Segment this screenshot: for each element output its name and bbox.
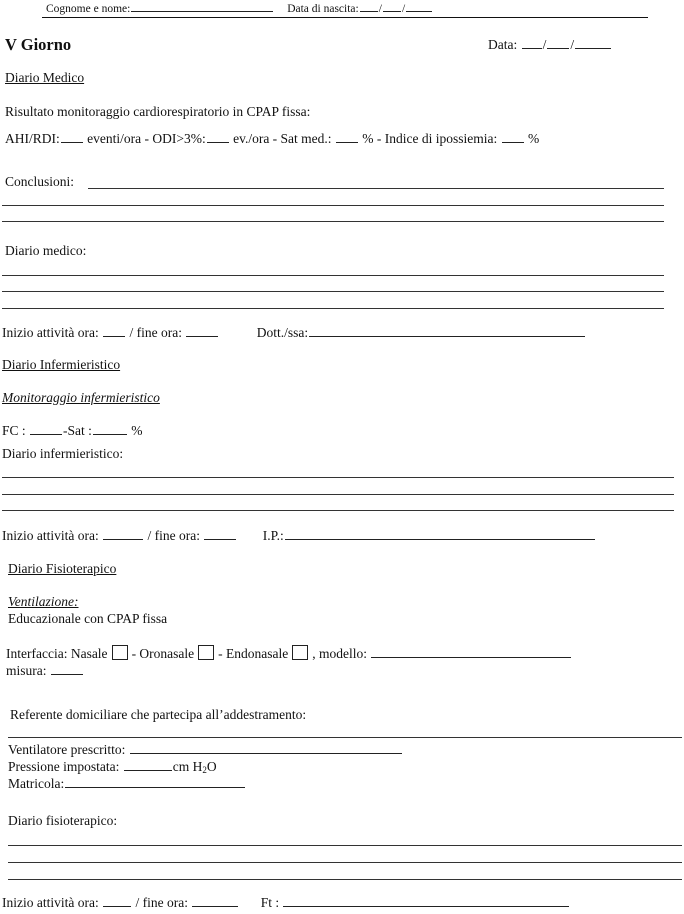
oronasal-label: - Oronasale xyxy=(131,646,195,661)
header-divider xyxy=(42,17,648,18)
serial-field[interactable] xyxy=(65,776,245,788)
ahi-field[interactable] xyxy=(61,131,83,143)
odi-unit: ev./ora - Sat med.: xyxy=(233,131,332,146)
physio-time-row xyxy=(2,895,570,911)
physio-diary-line[interactable] xyxy=(8,845,682,846)
day-date-day-field[interactable] xyxy=(522,37,542,49)
ft-label: Ft : xyxy=(260,895,280,910)
endonasal-label: - Endonasale xyxy=(218,646,289,661)
hypox-field[interactable] xyxy=(502,131,524,143)
patient-name-field[interactable] xyxy=(131,0,273,12)
sat-unit: % - Indice di ipossiemia: xyxy=(362,131,498,146)
medical-end-label: / fine ora: xyxy=(129,325,182,340)
conclusions-line[interactable] xyxy=(88,188,664,189)
birth-year-field[interactable] xyxy=(406,0,432,12)
conclusions-line[interactable] xyxy=(2,205,664,206)
interface-row xyxy=(6,645,572,662)
nursing-time-row xyxy=(2,528,596,544)
nasal-checkbox[interactable] xyxy=(112,645,128,660)
size-row xyxy=(6,663,84,679)
nursing-start-field[interactable] xyxy=(103,528,143,540)
physio-section-title: Diario Fisioterapico xyxy=(8,561,117,576)
ahi-label: AHI/RDI: xyxy=(5,131,60,146)
hypox-unit: % xyxy=(528,131,540,146)
oronasal-checkbox[interactable] xyxy=(198,645,214,660)
nursing-sat-unit: % xyxy=(131,423,143,438)
day-date-year-field[interactable] xyxy=(575,37,611,49)
medical-start-field[interactable] xyxy=(103,325,125,337)
doctor-label: Dott./ssa: xyxy=(256,325,309,340)
day-title: V Giorno xyxy=(5,35,72,54)
conclusions-line[interactable] xyxy=(2,221,664,222)
referent-line[interactable] xyxy=(8,737,682,738)
nursing-diary-line[interactable] xyxy=(2,494,674,495)
conclusions-label: Conclusioni: xyxy=(5,174,75,189)
nursing-sat-label: -Sat : xyxy=(63,423,92,438)
medical-section-title: Diario Medico xyxy=(5,70,85,85)
date-separator: / xyxy=(401,3,406,15)
nursing-diary-label: Diario infermieristico: xyxy=(2,446,124,461)
endonasal-checkbox[interactable] xyxy=(292,645,308,660)
physio-diary-line[interactable] xyxy=(8,862,682,863)
patient-name-label: Cognome e nome: xyxy=(46,3,131,15)
physio-diary-label: Diario fisioterapico: xyxy=(8,813,118,828)
physio-diary-line[interactable] xyxy=(8,879,682,880)
pressure-unit: cm H xyxy=(172,759,203,774)
sat-med-field[interactable] xyxy=(336,131,358,143)
birth-month-field[interactable] xyxy=(383,0,401,12)
ventilator-label: Ventilatore prescritto: xyxy=(8,742,126,757)
ahi-unit: eventi/ora - ODI>3%: xyxy=(87,131,206,146)
size-label: misura: xyxy=(6,663,47,678)
date-separator: / xyxy=(570,37,575,52)
medical-time-row xyxy=(2,325,586,341)
birth-date-label: Data di nascita: xyxy=(287,3,359,15)
date-separator: / xyxy=(542,37,547,52)
ft-field[interactable] xyxy=(283,895,569,907)
serial-label: Matricola: xyxy=(8,776,65,791)
nursing-section-title: Diario Infermieristico xyxy=(2,357,121,372)
nursing-end-label: / fine ora: xyxy=(147,528,200,543)
interface-nasal-label: Interfaccia: Nasale xyxy=(6,646,108,661)
ip-field[interactable] xyxy=(285,528,595,540)
medical-diary-label: Diario medico: xyxy=(5,243,87,258)
day-date-label: Data: xyxy=(488,37,518,52)
nursing-sat-field[interactable] xyxy=(93,423,127,435)
serial-row xyxy=(8,776,246,792)
medical-end-field[interactable] xyxy=(186,325,218,337)
pressure-field[interactable] xyxy=(124,759,172,771)
physio-end-label: / fine ora: xyxy=(135,895,188,910)
day-date xyxy=(488,37,612,53)
nursing-diary-line[interactable] xyxy=(2,510,674,511)
medical-diary-line[interactable] xyxy=(2,291,664,292)
referent-label: Referente domiciliare che partecipa all’addestramento: xyxy=(10,707,307,722)
education-text: Educazionale con CPAP fissa xyxy=(8,611,168,626)
date-separator: / xyxy=(378,3,382,15)
birth-day-field[interactable] xyxy=(360,0,378,12)
nursing-monitoring-title: Monitoraggio infermieristico xyxy=(2,390,160,405)
physio-start-field[interactable] xyxy=(103,895,131,907)
odi-field[interactable] xyxy=(207,131,229,143)
ip-label: I.P.: xyxy=(262,528,284,543)
ventilation-title: Ventilazione: xyxy=(8,594,79,609)
nursing-end-field[interactable] xyxy=(204,528,236,540)
nursing-diary-line[interactable] xyxy=(2,477,674,478)
doctor-field[interactable] xyxy=(309,325,585,337)
pressure-label: Pressione impostata: xyxy=(8,759,120,774)
nursing-values-row xyxy=(2,423,143,439)
day-date-month-field[interactable] xyxy=(547,37,569,49)
ventilator-row xyxy=(8,742,403,758)
monitoring-title: Risultato monitoraggio cardiorespiratorio in CPAP fissa: xyxy=(5,104,311,119)
pressure-unit-end: O xyxy=(206,759,217,774)
ventilator-field[interactable] xyxy=(130,742,402,754)
header-row xyxy=(46,0,433,15)
model-field[interactable] xyxy=(371,646,571,658)
pressure-unit-sub: 2 xyxy=(202,765,207,775)
size-field[interactable] xyxy=(51,663,83,675)
monitoring-values-row xyxy=(5,131,539,147)
medical-diary-line[interactable] xyxy=(2,308,664,309)
physio-start-label: Inizio attività ora: xyxy=(2,895,99,910)
physio-end-field[interactable] xyxy=(192,895,238,907)
model-label: , modello: xyxy=(312,646,368,661)
pressure-row xyxy=(8,759,217,775)
fc-field[interactable] xyxy=(30,423,62,435)
medical-start-label: Inizio attività ora: xyxy=(2,325,99,340)
medical-diary-line[interactable] xyxy=(2,275,664,276)
fc-label: FC : xyxy=(2,423,26,438)
nursing-start-label: Inizio attività ora: xyxy=(2,528,99,543)
